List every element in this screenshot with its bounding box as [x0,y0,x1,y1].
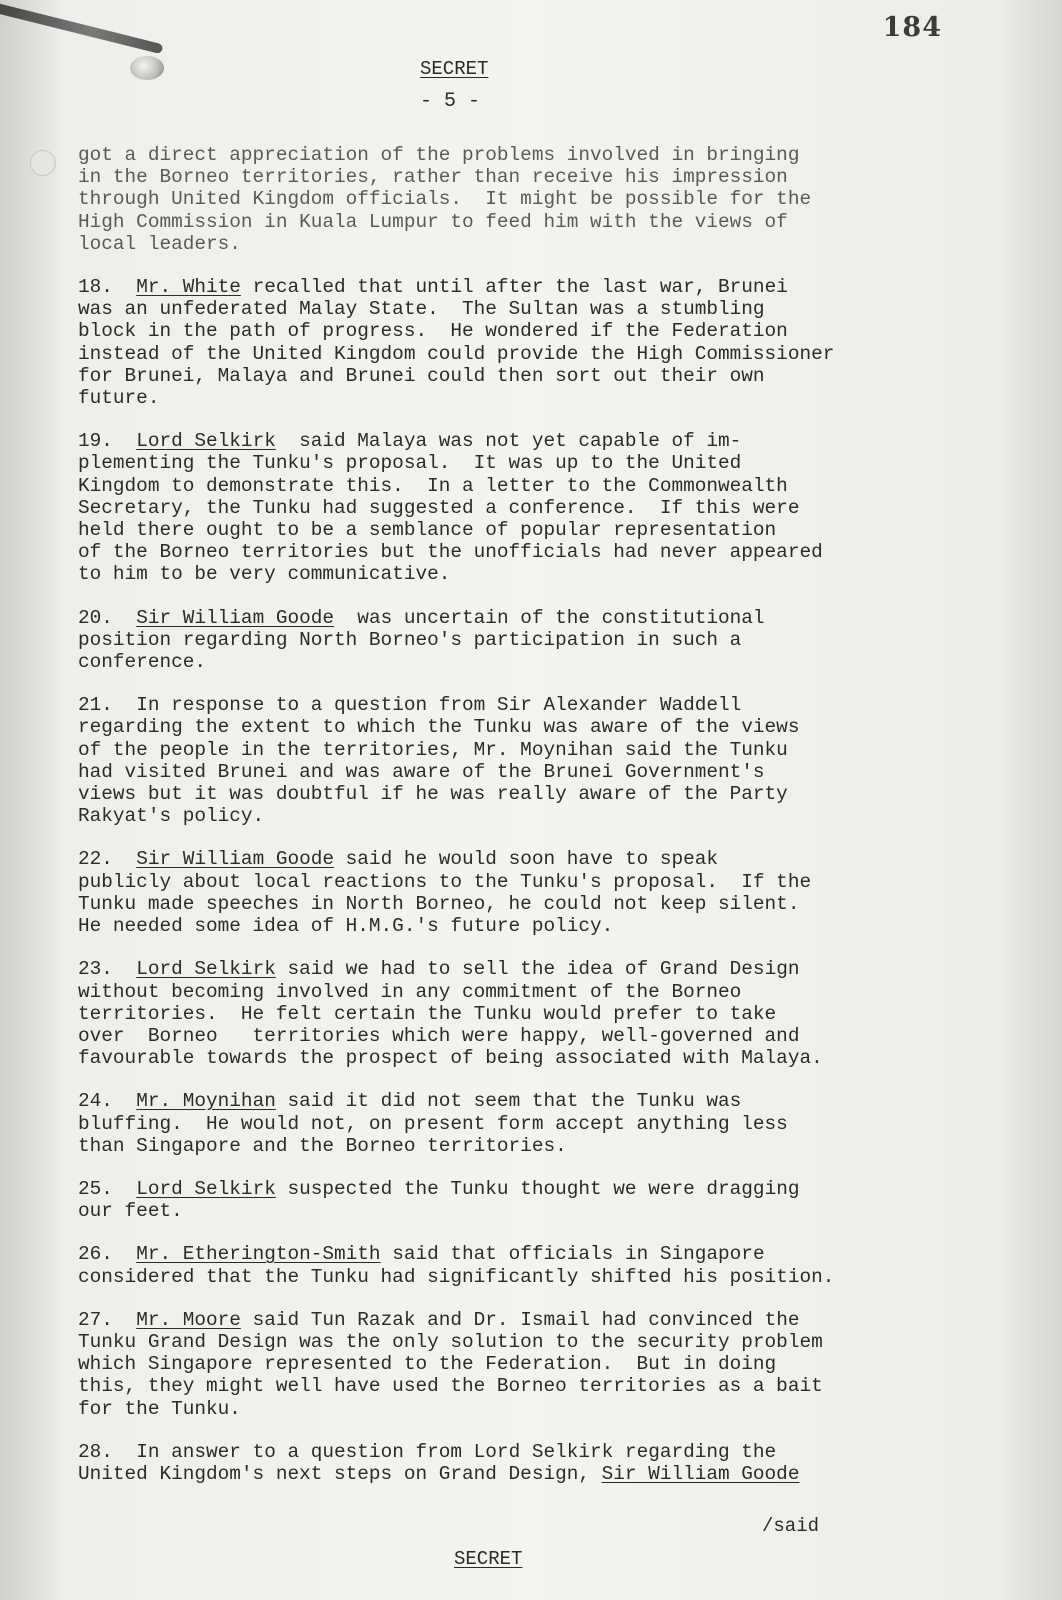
paragraph-number: 28. [78,1440,113,1463]
document-body [78,144,978,1506]
text-line: Secretary, the Tunku had suggested a conference. If this were [78,496,800,519]
footer-classification: SECRET [454,1548,523,1570]
speaker-name: Sir William Goode [136,848,335,871]
text-line: position regarding North Borneo's participation in such a [78,628,742,651]
text-line: He needed some idea of H.M.G.'s future policy. [78,915,614,938]
speaker-name: Sir William Goode [136,606,335,629]
paragraph-number: 27. [78,1308,113,1331]
paragraph-number: 24. [78,1090,113,1113]
text-line: United Kingdom's next steps on Grand Design, [78,1462,602,1485]
text-line: was uncertain of the constitutional [334,606,765,629]
speaker-name: Lord Selkirk [136,1177,276,1200]
treasury-tag-end [130,56,164,80]
speaker-name: Mr. Moore [136,1308,241,1331]
text-line: said Tun Razak and Dr. Ismail had convinced the [240,1308,800,1331]
paragraph-number: 22. [78,848,113,871]
text-line: of the Borneo territories but the unofficials had never appeared [78,541,823,564]
text-line: which Singapore represented to the Federation. But in doing [78,1353,777,1376]
text-line: High Commission in Kuala Lumpur to feed him with the views of [78,210,788,233]
text-line: held there ought to be a semblance of popular representation [78,519,777,542]
text-line: Kingdom to demonstrate this. In a letter to the Commonwealth [78,474,788,497]
text-line: had visited Brunei and was aware of the Brunei Government's [78,760,765,783]
catchword: /said [762,1515,820,1537]
text-line: Rakyat's policy. [78,805,265,828]
text-line: of the people in the territories, Mr. Moynihan said the Tunku [78,738,788,761]
text-line: bluffing. He would not, on present form accept anything less [78,1112,788,1135]
paragraph [78,1309,978,1420]
text-line: territories. He felt certain the Tunku would prefer to take [78,1002,777,1025]
paragraph [78,1243,978,1287]
text-line: In answer to a question from Lord Selkirk regarding the [136,1440,777,1463]
text-line: local leaders. [78,232,241,255]
paragraph-number: 18. [78,276,113,299]
punch-hole [30,150,56,176]
text-line: publicly about local reactions to the Tunku's proposal. If the [78,870,812,893]
paragraph [78,430,978,585]
paragraph [78,848,978,937]
text-line: favourable towards the prospect of being associated with Malaya. [78,1047,823,1070]
text-line: this, they might well have used the Borneo territories as a bait [78,1375,823,1398]
text-line: in the Borneo territories, rather than receive his impression [78,166,788,189]
text-line: plementing the Tunku's proposal. It was up to the United [78,452,742,475]
text-line: regarding the extent to which the Tunku was aware of the views [78,716,800,739]
paragraph-number: 26. [78,1243,113,1266]
text-line: said he would soon have to speak [334,848,719,871]
text-line: views but it was doubtful if he was really aware of the Party [78,783,788,806]
text-line: our feet. [78,1200,183,1223]
text-line: Tunku Grand Design was the only solution to the security problem [78,1330,823,1353]
text-line: to him to be very communicative. [78,563,451,586]
text-line: In response to a question from Sir Alexander Waddell [136,694,742,717]
treasury-tag-string [0,0,163,54]
paragraph-number: 21. [78,694,113,717]
text-line: said that officials in Singapore [380,1243,765,1266]
paragraph [78,276,978,409]
text-line: considered that the Tunku had significantly shifted his position. [78,1265,835,1288]
paragraph [78,1441,978,1485]
speaker-name: Sir William Goode [601,1462,800,1485]
text-line: without becoming involved in any commitment of the Borneo [78,980,742,1003]
text-line: block in the path of progress. He wondered if the Federation [78,320,788,343]
speaker-name: Lord Selkirk [136,958,276,981]
folio-number: 184 [882,12,942,43]
speaker-name: Mr. Moynihan [136,1090,276,1113]
paragraph [78,607,978,674]
paragraph [78,958,978,1069]
text-line: for Brunei, Malaya and Brunei could then sort out their own [78,364,765,387]
speaker-name: Mr. Etherington-Smith [136,1243,381,1266]
text-line: Tunku made speeches in North Borneo, he could not keep silent. [78,892,800,915]
text-line: through United Kingdom officials. It might be possible for the [78,188,812,211]
text-line: said Malaya was not yet capable of im- [275,430,742,453]
paragraph [78,694,978,827]
paragraph [78,1090,978,1157]
paragraph-number: 23. [78,958,113,981]
text-line: conference. [78,651,206,674]
speaker-name: Lord Selkirk [136,430,276,453]
paragraph [78,1178,978,1222]
page-number: - 5 - [420,90,481,113]
text-line: said it did not seem that the Tunku was [275,1090,742,1113]
paragraph [78,144,978,255]
text-line: suspected the Tunku thought we were dragging [275,1177,800,1200]
text-line: got a direct appreciation of the problems involved in bringing [78,144,800,166]
text-line: than Singapore and the Borneo territories. [78,1134,567,1157]
text-line: said we had to sell the idea of Grand Design [275,958,800,981]
header-classification: SECRET [420,58,489,80]
text-line: instead of the United Kingdom could provide the High Commissioner [78,342,835,365]
text-line: recalled that until after the last war, Brunei [240,276,788,299]
paragraph-number: 25. [78,1177,113,1200]
text-line: was an unfederated Malay State. The Sultan was a stumbling [78,298,765,321]
paragraph-number: 20. [78,606,113,629]
text-line: over Borneo territories which were happy, well-governed and [78,1024,800,1047]
paragraph-number: 19. [78,430,113,453]
speaker-name: Mr. White [136,276,241,299]
text-line: future. [78,387,160,410]
text-line: for the Tunku. [78,1397,241,1420]
